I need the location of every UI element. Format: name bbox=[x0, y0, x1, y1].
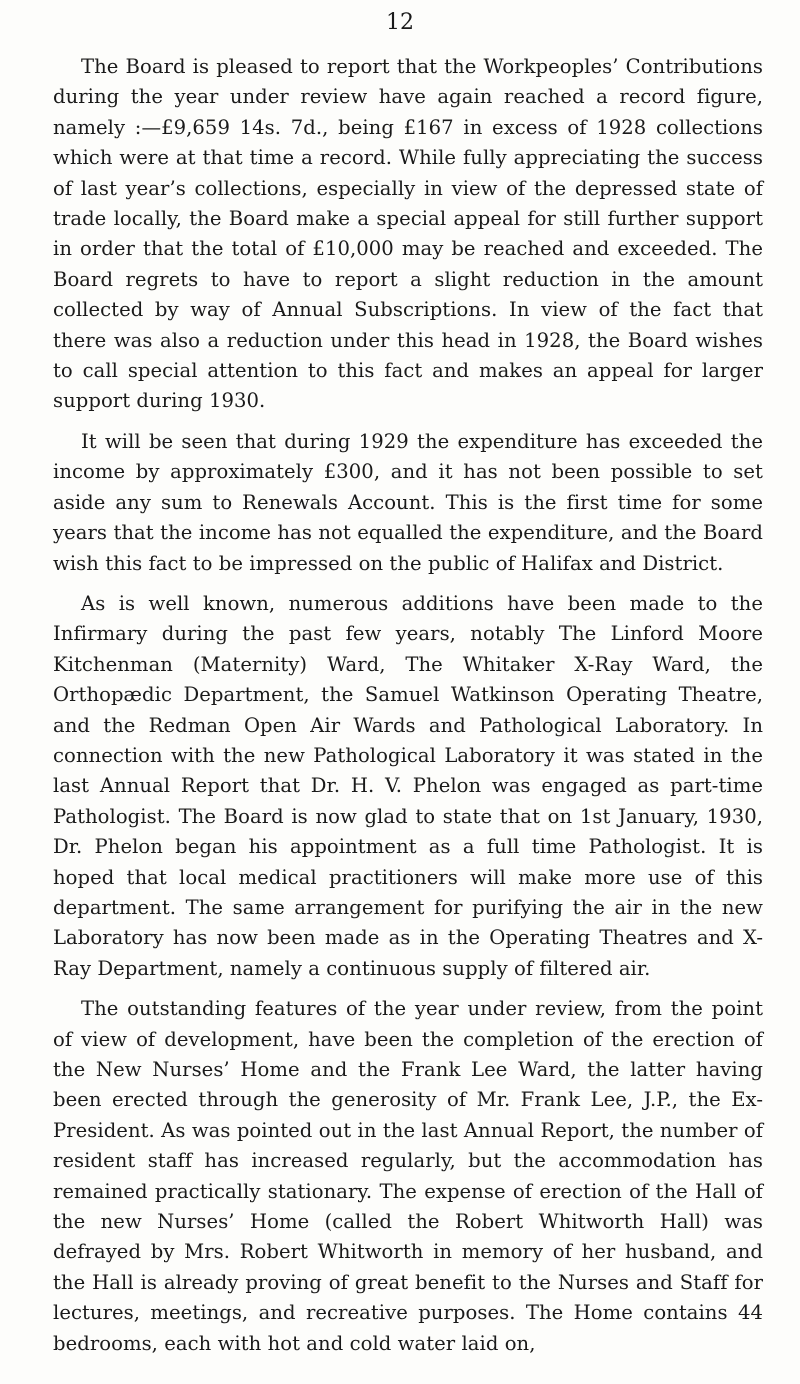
paragraph-workpeoples-contributions: The Board is pleased to report that the Workpeoples’ Contributions during the year under review have again reached a record figure, namely :—£9,659 14s. 7d., being £167 in excess of 1928 collections which were at that time a record. While fully appreciating the success of last year’s collections, especially in view of the depressed state of trade locally, the Board make a special appeal for still further support in order that the total of £10,000 may be reached and exceeded. The Board regrets to have to report a slight reduction in the amount collected by way of Annual Subscriptions. In view of the fact that there was also a reduction under this head in 1928, the Board wishes to call special attention to this fact and makes an appeal for larger support during 1930. bbox=[53, 55, 763, 413]
report-body bbox=[53, 52, 763, 1369]
paragraph-expenditure: It will be seen that during 1929 the expenditure has exceeded the income by approximately £300, and it has not been possible to set aside any sum to Renewals Account. This is the first time for some years that the income has not equalled the expenditure, and the Board wish this fact to be impressed on the public of Halifax and District. bbox=[53, 429, 763, 575]
page-number: 12 bbox=[386, 10, 414, 35]
paragraph-development-features: The outstanding features of the year under review, from the point of view of development, have been the completion of the erection of the New Nurses’ Home and the Frank Lee Ward, the latter having been erected through the generosity of Mr. Frank Lee, J.P., the Ex-President. As was pointed out in the last Annual Report, the number of resident staff has increased regularly, but the accommodation has remained practically stationary. The expense of erection of the Hall of the new Nurses’ Home (called the Robert Whitworth Hall) was defrayed by Mrs. Robert Whitworth in memory of her husband, and the Hall is already proving of great benefit to the Nurses and Staff for lectures, meetings, and recreative purposes. The Home contains 44 bedrooms, each with hot and cold water laid on, bbox=[53, 997, 763, 1355]
paragraph-infirmary-additions: As is well known, numerous additions have been made to the Infirmary during the past few years, notably The Linford Moore Kitchenman (Maternity) Ward, The Whitaker X-Ray Ward, the Orthopædic Department, the Samuel Watkinson Operating Theatre, and the Redman Open Air Wards and Pathological Laboratory. In connection with the new Pathological Laboratory it was stated in the last Annual Report that Dr. H. V. Phelon was engaged as part-time Pathologist. The Board is now glad to state that on 1st January, 1930, Dr. Phelon began his appointment as a full time Pathologist. It is hoped that local medical practitioners will make more use of this department. The same arrangement for purifying the air in the new Laboratory has now been made as in the Operating Theatres and X-Ray Department, namely a continuous supply of filtered air. bbox=[53, 591, 763, 980]
